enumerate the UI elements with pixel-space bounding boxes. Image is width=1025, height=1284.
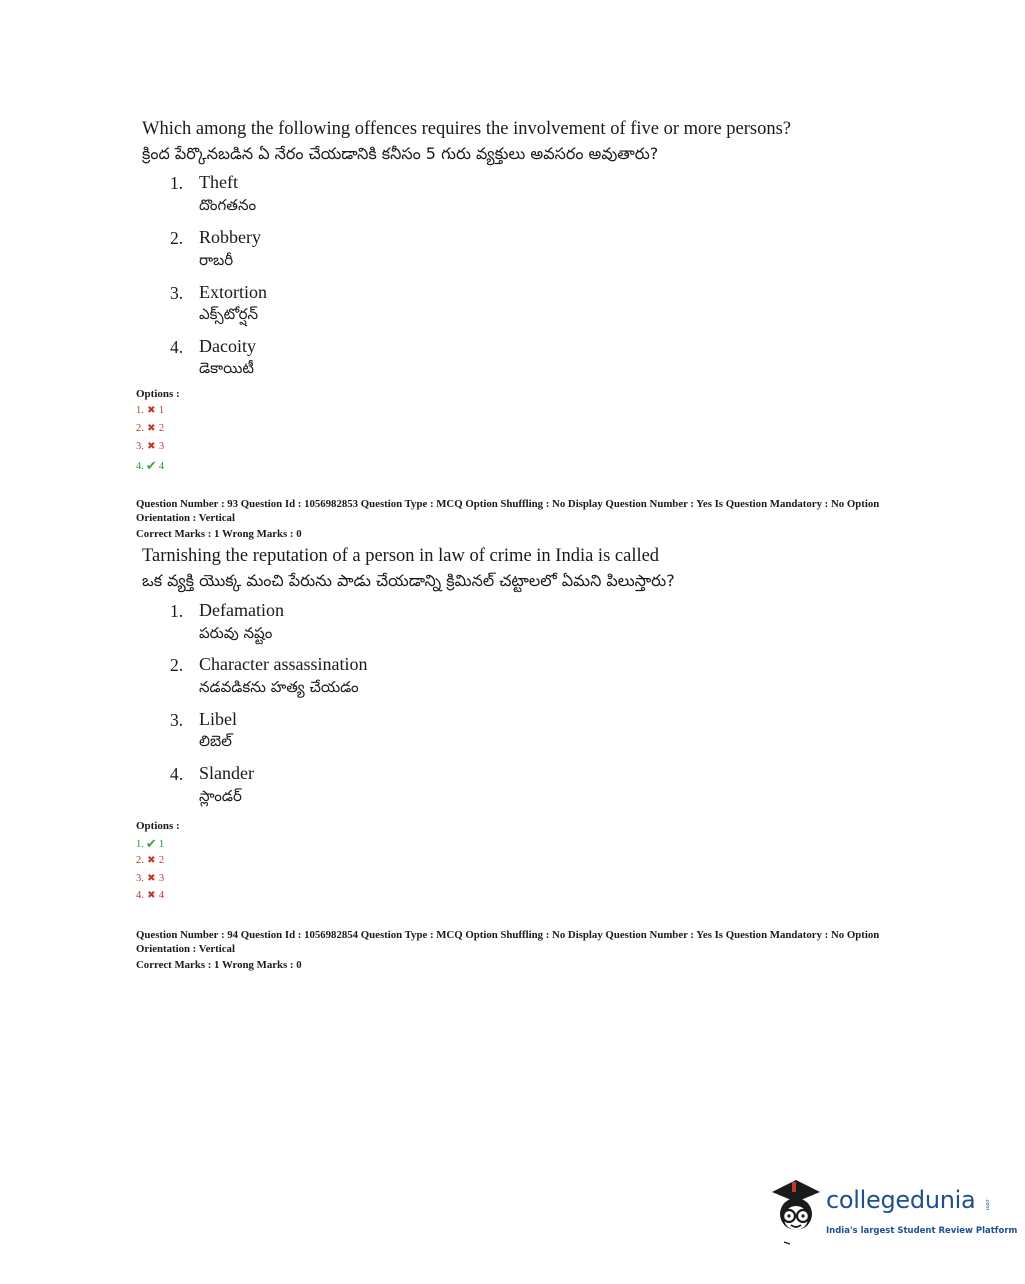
question-text-en: Which among the following offences requires the involvement of five or more persons? [142, 119, 792, 139]
question-text-en: Tarnishing the reputation of a person in law of crime in India is called [142, 546, 660, 566]
question-meta-details: Question Number : 93 Question Id : 1056982853 Question Type : MCQ Option Shuffling : No Display Question Number : Yes Is Question Mandatory : No Option Orientation : Vertical [136, 498, 880, 524]
choice-text-te: దొంగతనం [199, 196, 257, 214]
choice-text-en: Robbery [199, 227, 261, 247]
choice-text-te: నడవడికను హత్య చేయడం [199, 678, 359, 696]
question-meta [136, 928, 906, 972]
answer-option: 3. ✖ 3 [136, 873, 165, 884]
answer-option: 2. ✖ 2 [136, 423, 165, 434]
question-meta [136, 497, 906, 541]
cross-icon: ✖ [147, 873, 156, 884]
choice-number: 4. [170, 337, 184, 357]
logo-brand-text: collegedunia [826, 1186, 976, 1214]
choice-number: 3. [170, 710, 184, 730]
answer-option: 1. ✖ 1 [136, 405, 165, 416]
choice-text-en: Character assassination [199, 654, 368, 674]
answer-option: 4. ✖ 4 [136, 890, 165, 901]
choice-text-te: లిబెల్ [199, 732, 232, 750]
choice-text-en: Dacoity [199, 336, 256, 356]
choice-number: 1. [170, 173, 184, 193]
logo-tagline: India's largest Student Review Platform [826, 1226, 1018, 1236]
check-icon: ✔ [145, 836, 157, 851]
choice-text-te: ఎక్స్‌టోర్షన్ [199, 305, 258, 323]
question-text-te: ఒక వ్యక్తి యొక్క మంచి పేరును పాడు చేయడాన్ని క్రిమినల్ చట్టాలలో ఏమని పిలుస్తారు? [142, 571, 675, 590]
options-label: Options : [136, 388, 180, 400]
choice-text-en: Extortion [199, 282, 267, 302]
choice-number: 1. [170, 601, 184, 621]
question-meta-marks: Correct Marks : 1 Wrong Marks : 0 [136, 959, 302, 971]
choice-text-en: Slander [199, 763, 254, 783]
choice-number: 2. [170, 228, 184, 248]
choice-text-te: స్లాండర్ [199, 787, 242, 805]
collegedunia-logo [766, 1178, 1018, 1248]
question-meta-marks: Correct Marks : 1 Wrong Marks : 0 [136, 528, 302, 540]
cross-icon: ✖ [147, 441, 156, 452]
cross-icon: ✖ [147, 855, 156, 866]
logo-domain-text: .com [984, 1198, 990, 1211]
answer-option-correct: 4. ✔ 4 [136, 458, 165, 473]
choice-text-en: Libel [199, 709, 237, 729]
answer-option: 3. ✖ 3 [136, 441, 165, 452]
answer-option-correct: 1. ✔ 1 [136, 836, 165, 851]
mascot-icon [766, 1178, 824, 1246]
cross-icon: ✖ [147, 890, 156, 901]
check-icon: ✔ [145, 458, 157, 473]
choice-text-en: Theft [199, 172, 238, 192]
cross-icon: ✖ [147, 423, 156, 434]
choice-text-te: రాబరీ [199, 251, 234, 269]
choice-text-te: డెకాయిటీ [199, 359, 254, 377]
answer-option: 2. ✖ 2 [136, 855, 165, 866]
choice-number: 4. [170, 764, 184, 784]
choice-number: 3. [170, 283, 184, 303]
cross-icon: ✖ [147, 405, 156, 416]
choice-text-te: పరువు నష్టం [199, 624, 273, 642]
choice-text-en: Defamation [199, 600, 284, 620]
options-label: Options : [136, 820, 180, 832]
question-meta-details: Question Number : 94 Question Id : 1056982854 Question Type : MCQ Option Shuffling : No Display Question Number : Yes Is Question Mandatory : No Option Orientation : Vertical [136, 929, 880, 955]
question-text-te: క్రింద పేర్కొనబడిన ఏ నేరం చేయడానికి కనీసం 5 గురు వ్యక్తులు అవసరం అవుతారు? [142, 144, 659, 163]
choice-number: 2. [170, 655, 184, 675]
